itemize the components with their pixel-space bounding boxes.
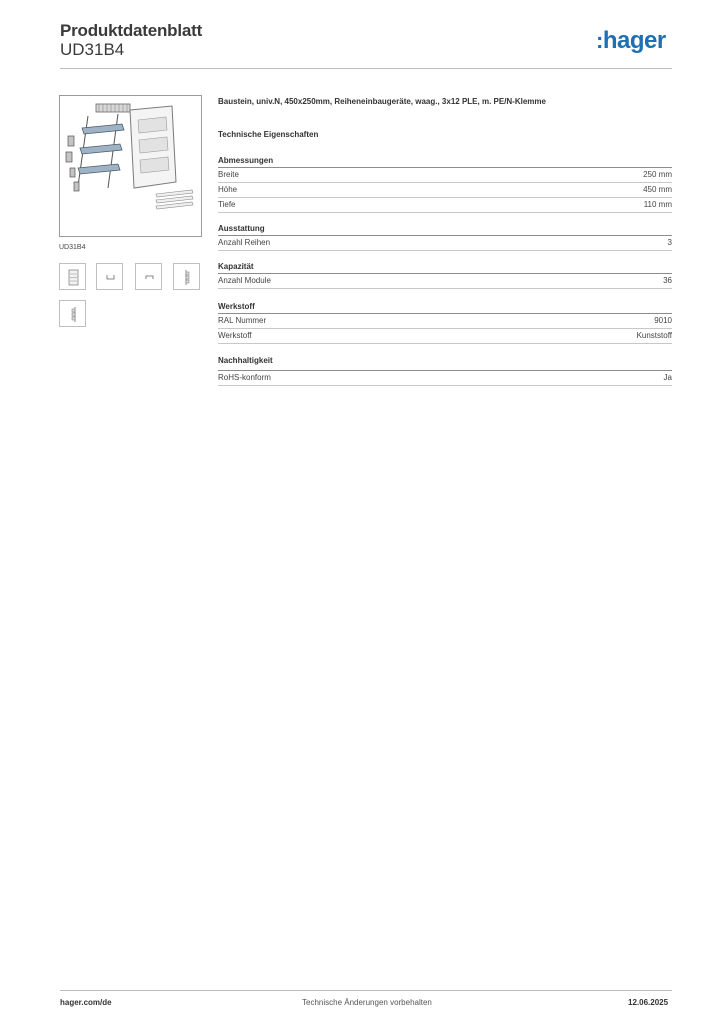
- thumbnail-bottom-view[interactable]: [96, 263, 123, 290]
- property-value: 9010: [654, 316, 672, 325]
- property-value: Kunststoff: [636, 331, 672, 340]
- property-row: [218, 183, 672, 198]
- property-value: 110 mm: [643, 200, 672, 209]
- top-view-icon: [136, 264, 163, 291]
- property-value: 3: [667, 238, 672, 247]
- property-label: Anzahl Module: [218, 276, 271, 285]
- property-value: 250 mm: [643, 170, 672, 179]
- property-value: Ja: [663, 373, 672, 382]
- bottom-view-icon: [97, 264, 124, 291]
- property-row: [218, 371, 672, 386]
- thumbnail-side-view-left[interactable]: [59, 300, 86, 327]
- thumbnail-top-view[interactable]: [135, 263, 162, 290]
- property-label: Höhe: [218, 185, 238, 194]
- property-row: [218, 198, 672, 213]
- property-label: Tiefe: [218, 200, 236, 209]
- property-row: [218, 314, 672, 329]
- group-title-capacity: Kapazität: [218, 262, 254, 271]
- side-view-left-icon: [60, 301, 87, 328]
- page-title: Produktdatenblatt: [60, 21, 203, 40]
- property-value: 36: [663, 276, 672, 285]
- property-label: Anzahl Reihen: [218, 238, 271, 247]
- property-label: RAL Nummer: [218, 316, 267, 325]
- property-row: [218, 236, 672, 251]
- footer-date: 12.06.2025: [628, 998, 669, 1007]
- property-value: 450 mm: [643, 185, 672, 194]
- product-description: Baustein, univ.N, 450x250mm, Reiheneinbaugeräte, waag., 3x12 PLE, m. PE/N-Klemme: [218, 97, 546, 106]
- section-title: Technische Eigenschaften: [218, 130, 319, 139]
- thumbnail-side-view-right[interactable]: [173, 263, 200, 290]
- logo-text: hager: [602, 27, 666, 54]
- thumbnail-front-view[interactable]: [59, 263, 86, 290]
- property-row: [218, 329, 672, 344]
- footer-website-link[interactable]: hager.com/de: [60, 998, 112, 1007]
- property-row: [218, 168, 672, 183]
- hager-logo[interactable]: [596, 27, 666, 55]
- group-title-sustainability: Nachhaltigkeit: [218, 356, 273, 365]
- product-kit-illustration: [60, 96, 203, 238]
- footer-divider: [60, 990, 672, 991]
- property-label: RoHS-konform: [218, 373, 271, 382]
- front-view-icon: [60, 264, 87, 291]
- product-code: UD31B4: [60, 40, 125, 59]
- group-title-material: Werkstoff: [218, 302, 255, 311]
- property-row: [218, 274, 672, 289]
- footer-notice: Technische Änderungen vorbehalten: [302, 998, 432, 1007]
- image-caption: UD31B4: [59, 244, 86, 251]
- property-label: Werkstoff: [218, 331, 252, 340]
- product-image[interactable]: [59, 95, 202, 237]
- property-label: Breite: [218, 170, 239, 179]
- group-title-equipment: Ausstattung: [218, 224, 265, 233]
- side-view-icon: [174, 264, 201, 291]
- logo-dots-icon: :: [596, 28, 603, 53]
- header-divider: [60, 68, 672, 69]
- group-title-dimensions: Abmessungen: [218, 156, 274, 165]
